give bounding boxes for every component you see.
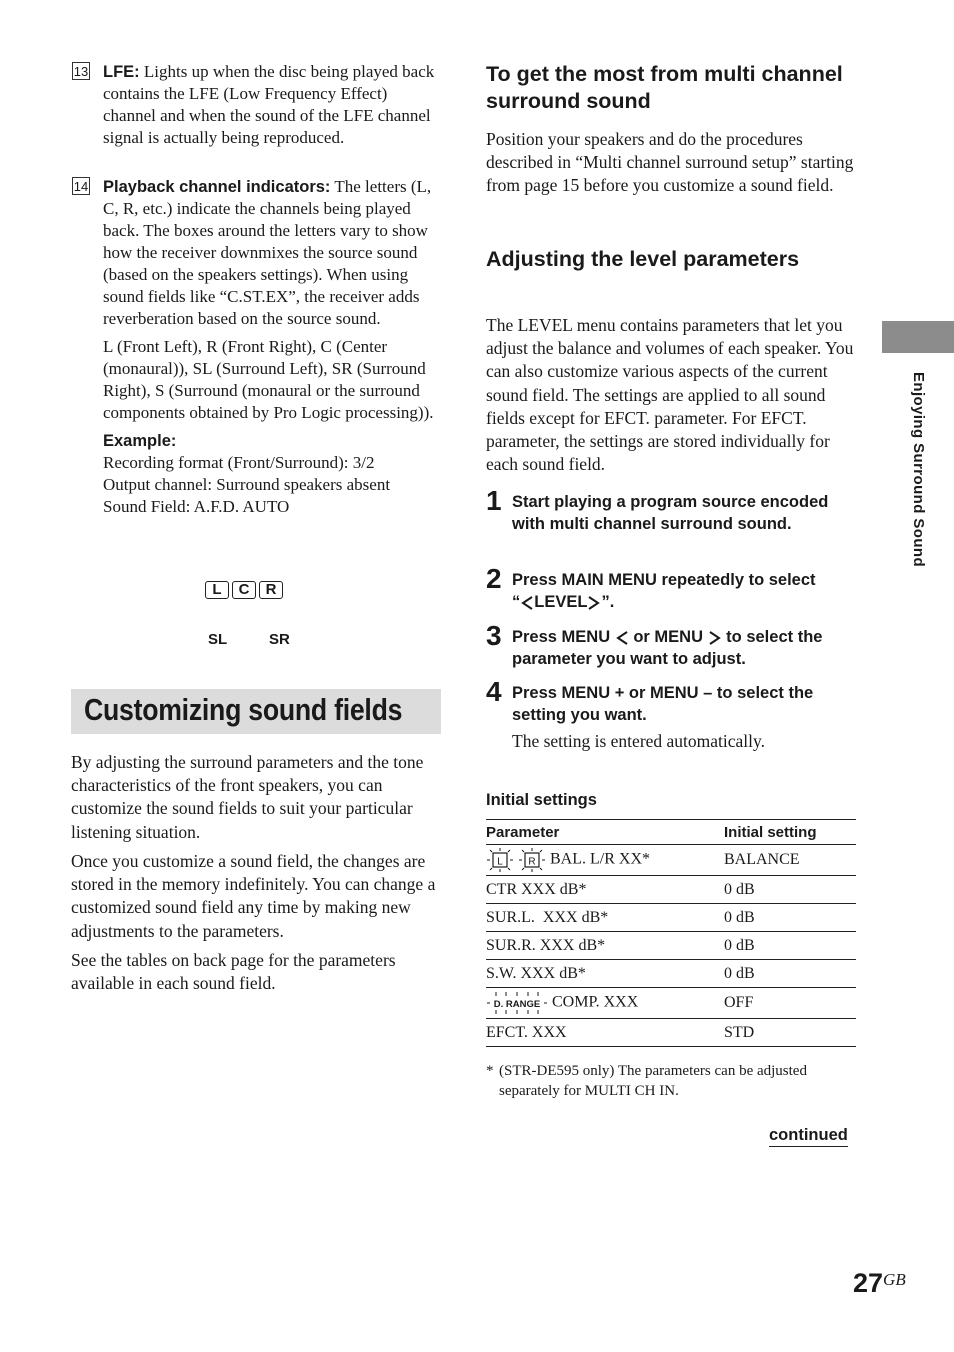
item-number: 13 <box>73 64 89 79</box>
header-initial-setting: Initial setting <box>724 820 856 845</box>
param-cell: SUR.R. XXX dB* <box>486 932 724 960</box>
item-description: Lights up when the disc being played back contains the LFE (Low Frequency Effect) channel and when the sound of the LFE channel signal is actually being reproduced. <box>103 62 435 147</box>
item-13 <box>72 61 442 149</box>
continued-label: continued <box>769 1126 848 1147</box>
step-number: 2 <box>486 563 502 594</box>
section-banner <box>71 689 441 734</box>
footnote-text: (STR-DE595 only) The parameters can be adjusted separately for MULTI CH IN. <box>499 1063 807 1099</box>
step-text: Press MENU <box>512 628 611 646</box>
table-row <box>486 1019 856 1047</box>
example-line: Recording format (Front/Surround): 3/2 <box>103 453 375 472</box>
section-title: Customizing sound fields <box>84 692 403 727</box>
balance-left-indicator-icon <box>486 847 514 873</box>
item-description: The letters (L, C, R, etc.) indicate the channels being played back. The boxes around the letters vary to show how the receiver downmixes the source sound (based on the speakers settings). When using sound fields like “C.ST.EX”, the receiver adds reverberation based on the source sound. <box>103 177 432 328</box>
balance-right-indicator-icon <box>518 847 546 873</box>
header-parameter: Parameter <box>486 820 724 845</box>
quote-open: “ <box>512 593 521 611</box>
value-cell: 0 dB <box>724 960 856 988</box>
d-range-indicator-icon <box>486 991 548 1015</box>
item-term: LFE: <box>103 63 140 81</box>
chevron-left-icon <box>615 630 629 646</box>
chevron-left-icon <box>520 595 534 611</box>
paragraph: Position your speakers and do the procedures described in “Multi channel surround setup” starting from page 15 before you customize a sound field. <box>486 129 854 196</box>
chevron-right-icon <box>708 630 722 646</box>
item-number: 14 <box>73 179 89 194</box>
param-name: COMP. XXX <box>552 993 639 1011</box>
page-number: 27 <box>853 1268 884 1298</box>
table-row <box>486 845 856 876</box>
indicator-r: R <box>259 581 283 599</box>
paragraph: The LEVEL menu contains parameters that let you adjust the balance and volumes of each speaker. You can also customize various aspects of the current sound field. The settings are applied to all sound fields except for EFCT. parameter. For EFCT. parameter, the settings are stored individually for each sound field. <box>486 315 854 475</box>
icon-label: D. RANGE <box>493 999 541 1010</box>
param-name: BAL. L/R XX* <box>550 850 650 868</box>
table-title: Initial settings <box>486 791 597 809</box>
step-note: The setting is entered automatically. <box>512 731 766 751</box>
example-label: Example: <box>103 432 177 450</box>
channel-legend: L (Front Left), R (Front Right), C (Center (monaural)), SL (Surround Left), SR (Surround Right), S (Surround (monaural or the surround components obtained by Pro Logic processing)). <box>103 337 434 422</box>
value-cell: 0 dB <box>724 932 856 960</box>
initial-settings-table <box>486 819 856 1047</box>
value-cell: BALANCE <box>724 845 856 876</box>
indicator-c: C <box>232 581 256 599</box>
step-text: Press MAIN MENU repeatedly to select <box>512 571 816 589</box>
value-cell: STD <box>724 1019 856 1047</box>
step-text: Press MENU + or MENU – to select the setting you want. <box>512 684 814 724</box>
step-number: 3 <box>486 620 502 651</box>
footnote <box>486 1061 856 1101</box>
heading-level-parameters: Adjusting the level parameters <box>486 247 800 271</box>
param-cell: S.W. XXX dB* <box>486 960 724 988</box>
icon-letter: R <box>528 856 536 868</box>
section-side-tab <box>882 321 954 353</box>
section-side-label: Enjoying Surround Sound <box>910 372 927 568</box>
indicator-sr: SR <box>269 631 290 648</box>
param-cell: SUR.L. XXX dB* <box>486 904 724 932</box>
quote-close: ”. <box>601 593 615 611</box>
example-line: Sound Field: A.F.D. AUTO <box>103 497 290 516</box>
table-row <box>486 932 856 960</box>
value-cell: OFF <box>724 988 856 1019</box>
icon-letter: L <box>497 856 503 868</box>
step-1 <box>486 485 856 535</box>
paragraph: By adjusting the surround parameters and the tone characteristics of the front speakers, you can customize the sound fields to suit your particular listening situation. <box>71 752 424 842</box>
table-header-row <box>486 820 856 845</box>
example-line: Output channel: Surround speakers absent <box>103 475 391 494</box>
page-number-block <box>853 1268 906 1299</box>
param-cell <box>486 988 724 1019</box>
step-2 <box>486 563 856 613</box>
table-row <box>486 876 856 904</box>
indicator-l: L <box>205 581 229 599</box>
indicator-sl: SL <box>208 631 228 648</box>
item-term: Playback channel indicators: <box>103 178 331 196</box>
front-channel-indicators <box>205 581 286 599</box>
step-text: Start playing a program source encoded with multi channel surround sound. <box>512 493 829 533</box>
item-14 <box>72 176 442 518</box>
step-4 <box>486 676 856 753</box>
heading-surround: To get the most from multi channel surround sound <box>486 62 843 113</box>
step-number: 4 <box>486 676 502 707</box>
footnote-mark: * <box>486 1063 494 1079</box>
param-cell: CTR XXX dB* <box>486 876 724 904</box>
table-row <box>486 904 856 932</box>
page-suffix: GB <box>883 1270 906 1289</box>
paragraph: Once you customize a sound field, the changes are stored in the memory indefinitely. You can change a customized sound field any time by making new adjustments to the parameters. <box>71 851 436 941</box>
level-label: LEVEL <box>534 593 588 611</box>
param-cell: EFCT. XXX <box>486 1019 724 1047</box>
paragraph: See the tables on back page for the parameters available in each sound field. <box>71 950 396 994</box>
step-text: to select the parameter you want to adjust. <box>512 628 823 668</box>
param-cell <box>486 845 724 876</box>
chevron-right-icon <box>587 595 601 611</box>
step-3 <box>486 620 856 670</box>
step-number: 1 <box>486 485 502 516</box>
value-cell: 0 dB <box>724 904 856 932</box>
table-row <box>486 960 856 988</box>
step-text: or MENU <box>633 628 703 646</box>
table-row <box>486 988 856 1019</box>
value-cell: 0 dB <box>724 876 856 904</box>
